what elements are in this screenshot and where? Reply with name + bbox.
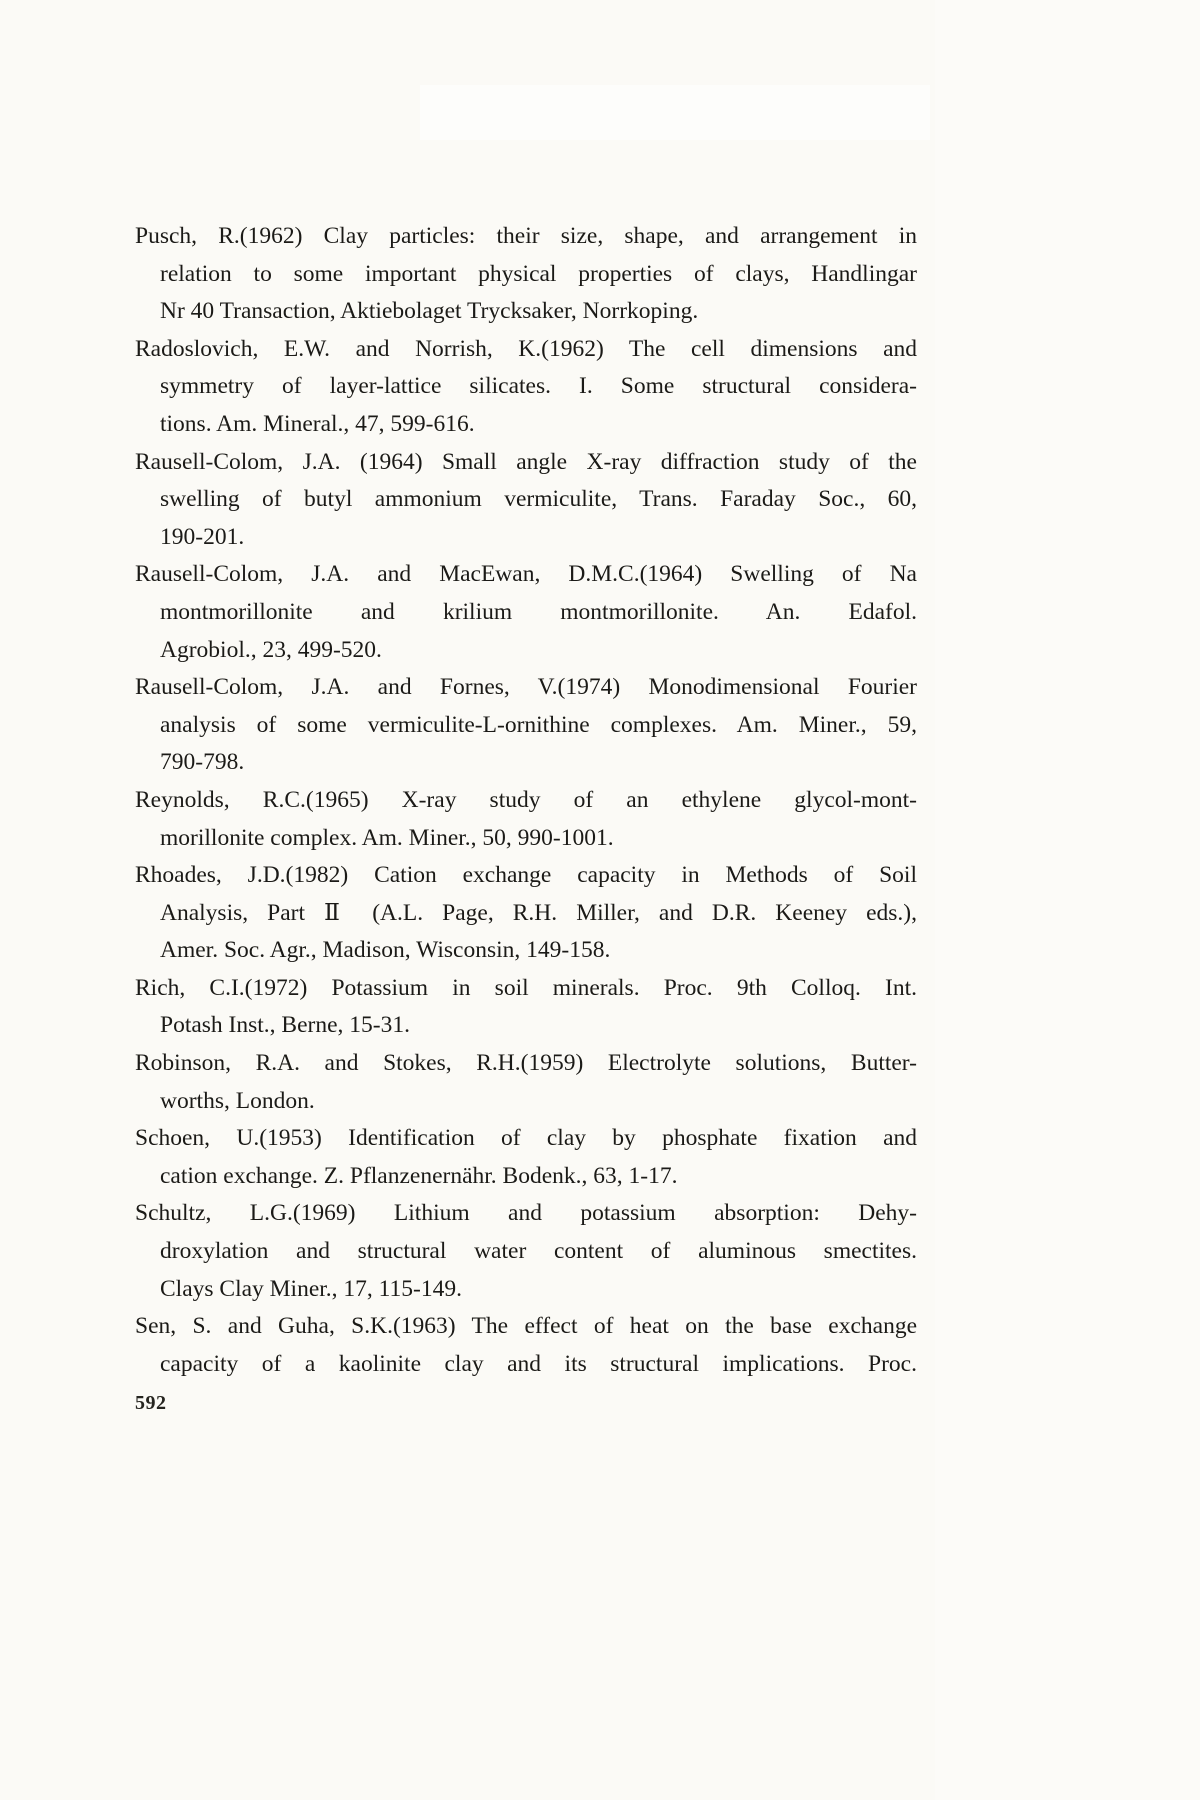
reference-line: 190-201. [160, 523, 245, 550]
reference-line: Schultz, L.G.(1969) Lithium and potassium absorption: Dehy- [135, 1200, 917, 1227]
reference-line: Amer. Soc. Agr., Madison, Wisconsin, 149-158. [160, 937, 611, 964]
reference-line: droxylation and structural water content of aluminous smectites. [160, 1238, 917, 1265]
reference-line: Rausell-Colom, J.A. and MacEwan, D.M.C.(1964) Swelling of Na [135, 561, 917, 588]
reference-line: Nr 40 Transaction, Aktiebolaget Trycksaker, Norrkoping. [160, 298, 699, 325]
reference-entry [135, 1120, 917, 1195]
reference-line: Agrobiol., 23, 499-520. [160, 636, 382, 663]
reference-line: Rausell-Colom, J.A. and Fornes, V.(1974) Monodimensional Fourier [135, 674, 917, 701]
reference-line: analysis of some vermiculite-L-ornithine complexes. Am. Miner., 59, [160, 711, 917, 738]
reference-line: Robinson, R.A. and Stokes, R.H.(1959) Electrolyte solutions, Butter- [135, 1050, 917, 1077]
reference-line: Clays Clay Miner., 17, 115-149. [160, 1275, 463, 1302]
reference-line: 790-798. [160, 749, 245, 776]
reference-entry [135, 218, 917, 331]
reference-entry [135, 1195, 917, 1308]
reference-line: Analysis, Part Ⅱ (A.L. Page, R.H. Miller, and D.R. Keeney eds.), [160, 899, 917, 926]
reference-line: montmorillonite and krilium montmorillonite. An. Edafol. [160, 598, 917, 625]
reference-line: Potash Inst., Berne, 15-31. [160, 1012, 410, 1039]
reference-line: Rhoades, J.D.(1982) Cation exchange capacity in Methods of Soil [135, 862, 917, 889]
reference-entry [135, 1308, 917, 1383]
reference-entry [135, 970, 917, 1045]
reference-line: morillonite complex. Am. Miner., 50, 990-1001. [160, 824, 614, 851]
reference-line: Sen, S. and Guha, S.K.(1963) The effect of heat on the base exchange [135, 1313, 917, 1340]
reference-line: capacity of a kaolinite clay and its structural implications. Proc. [160, 1350, 917, 1377]
reference-entry [135, 331, 917, 444]
page-number: 592 [135, 1392, 167, 1414]
reference-line: Radoslovich, E.W. and Norrish, K.(1962) The cell dimensions and [135, 335, 917, 362]
reference-line: cation exchange. Z. Pflanzenernähr. Bodenk., 63, 1-17. [160, 1162, 678, 1189]
reference-entry [135, 1045, 917, 1120]
reference-line: Rich, C.I.(1972) Potassium in soil minerals. Proc. 9th Colloq. Int. [135, 974, 917, 1001]
reference-entry [135, 782, 917, 857]
reference-entry [135, 669, 917, 782]
reference-line: swelling of butyl ammonium vermiculite, Trans. Faraday Soc., 60, [160, 486, 917, 513]
reference-line: tions. Am. Mineral., 47, 599-616. [160, 410, 475, 437]
scan-artifact [420, 85, 930, 140]
reference-line: Schoen, U.(1953) Identification of clay by phosphate fixation and [135, 1125, 917, 1152]
references-list [135, 218, 917, 1383]
reference-line: Rausell-Colom, J.A. (1964) Small angle X-ray diffraction study of the [135, 448, 917, 475]
reference-entry [135, 857, 917, 970]
reference-line: Reynolds, R.C.(1965) X-ray study of an ethylene glycol-mont- [135, 786, 917, 813]
reference-line: Pusch, R.(1962) Clay particles: their size, shape, and arrangement in [135, 223, 917, 249]
reference-line: worths, London. [160, 1087, 315, 1114]
reference-line: relation to some important physical properties of clays, Handlingar [160, 260, 917, 287]
reference-line: symmetry of layer-lattice silicates. I. Some structural considera- [160, 373, 917, 400]
scan-artifact [935, 0, 1200, 1800]
reference-entry [135, 556, 917, 669]
reference-entry [135, 444, 917, 557]
